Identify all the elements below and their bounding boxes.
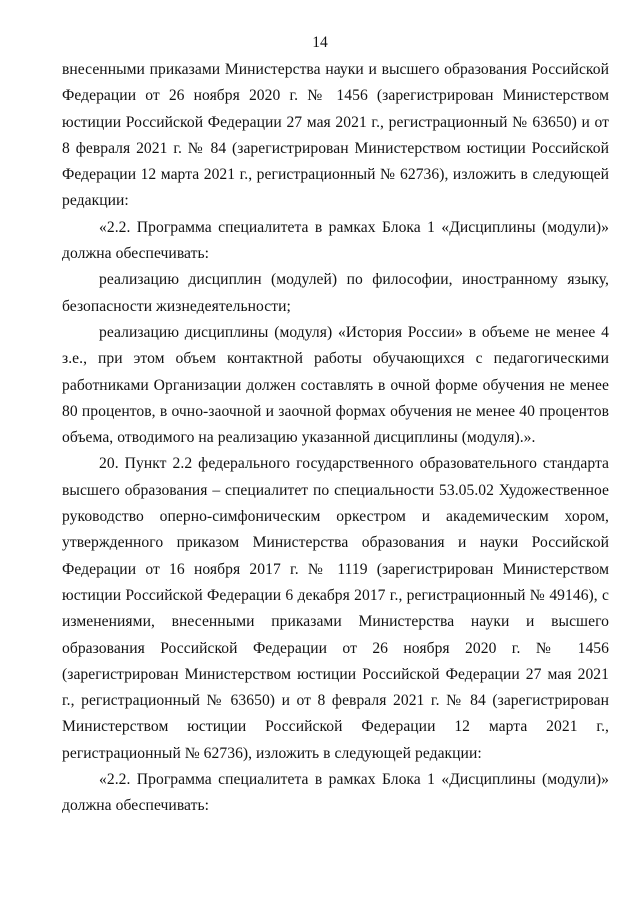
paragraph-history-russia: реализацию дисциплины (модуля) «История России» в объеме не менее 4 з.е., при этом объем контактной работы обучающихся с педагогическими работниками Организации должен составлять в очной форме обучения не менее 80 процентов, в очно-заочной и заочной формах обучения не менее 40 процентов объема, отводимого на реализацию указанной дисциплины (модуля).». [62,323,609,447]
paragraph-continuation: внесенными приказами Министерства науки и высшего образования Российской Федерации от 26 ноября 2020 г. № 1456 (зарегистрирован Министерством юстиции Российской Федерации 27 мая 2021 г., регистрационный № 63650) и от 8 февраля 2021 г. № 84 (зарегистрирован Министерством юстиции Российской Федерации 12 марта 2021 г., регистрационный № 62736), изложить в следующей редакции: [62,61,609,210]
page-number: 14 [312,34,328,51]
paragraph-item-20: 20. Пункт 2.2 федерального государственного образовательного стандарта высшего образования – специалитет по специальности 53.05.02 Художественное руководство оперно-симфоническим оркестром и академическим хором, утвержденного приказом Министерства образования и науки Российской Федерации от 16 ноября 2017 г. № 1119 (зарегистрирован Министерством юстиции Российской Федерации 6 декабря 2017 г., регистрационный № 49146), с изменениями, внесенными приказами Министерства науки и высшего образования Российской Федерации от 26 ноября 2020 г. № 1456 (зарегистрирован Министерством юстиции Российской Федерации 27 мая 2021 г., регистрационный № 63650) и от 8 февраля 2021 г. № 84 (зарегистрирован Министерством юстиции Российской Федерации 12 марта 2021 г., регистрационный № 62736), изложить в следующей редакции: [62,455,609,762]
paragraph-disciplines: реализацию дисциплин (модулей) по философии, иностранному языку, безопасности жизнедеятельности; [62,271,609,315]
document-body [62,57,609,820]
paragraph-quote-start-2: «2.2. Программа специалитета в рамках Блока 1 «Дисциплины (модули)» должна обеспечивать: [62,771,609,815]
paragraph-quote-start: «2.2. Программа специалитета в рамках Блока 1 «Дисциплины (модули)» должна обеспечивать: [62,218,609,263]
